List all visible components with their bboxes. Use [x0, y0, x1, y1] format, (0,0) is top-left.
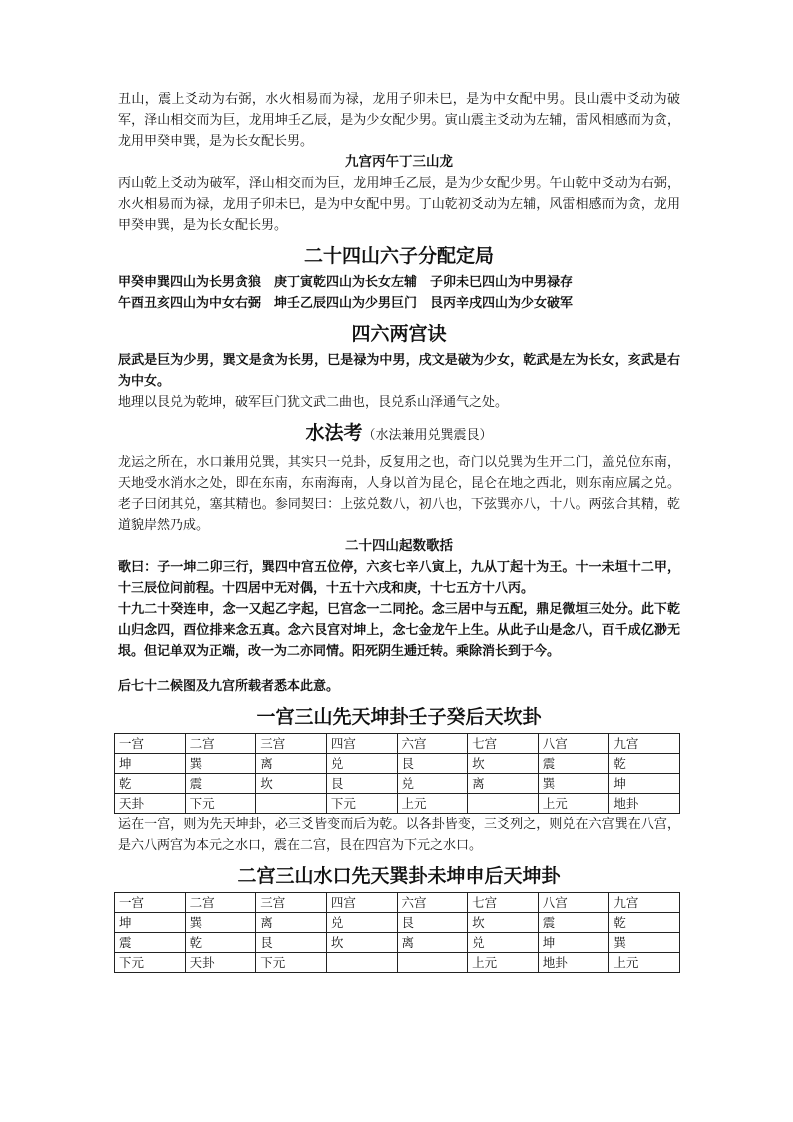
table-cell: 三宫	[256, 893, 327, 913]
table-cell: 地卦	[538, 953, 609, 973]
table-cell	[397, 953, 468, 973]
table-cell: 一宫	[115, 893, 186, 913]
table-cell: 地卦	[609, 794, 680, 814]
table-cell: 离	[397, 933, 468, 953]
table-cell: 四宫	[326, 734, 397, 754]
table-cell: 下元	[185, 794, 256, 814]
table1	[114, 733, 680, 814]
table-cell: 坤	[609, 774, 680, 794]
table-cell: 上元	[538, 794, 609, 814]
table-row	[115, 754, 680, 774]
table-cell: 巽	[185, 754, 256, 774]
table-cell: 震	[185, 774, 256, 794]
table-cell: 八宫	[538, 734, 609, 754]
section-heading-jiugong: 九宫丙午丁三山龙	[345, 154, 453, 170]
shuifa-paragraph: 龙运之所在，水口兼用兑巽，其实只一兑卦，反复用之也，奇门以兑巽为生开二门，盖兑位东南，天地受水消水之处，即在东南，东南海南，人身以首为昆仑，昆仑在地之西北，则东南应属之兑。老子曰闭其兑，塞其精也。参同契曰：上弦兑数八，初八也，下弦巽亦八，十八。两弦合其精，乾道貌岸然乃成。	[118, 455, 680, 533]
shuifa-title: 水法考	[305, 422, 363, 444]
table-cell: 六宫	[397, 893, 468, 913]
song-note: 后七十二候图及九宫所载者悉本此意。	[118, 679, 340, 694]
table-cell	[468, 794, 539, 814]
table-cell: 离	[468, 774, 539, 794]
table-cell: 巽	[538, 774, 609, 794]
table-cell: 上元	[468, 953, 539, 973]
table1-note: 运在一宫，则为先天坤卦，必三爻皆变而后为乾。以各卦皆变，三爻列之，则兑在六宫巽在八宫，是六八两宫为本元之水口，震在二宫，艮在四宫为下元之水口。	[118, 817, 680, 853]
table-cell: 震	[538, 913, 609, 933]
table-cell: 下元	[115, 953, 186, 973]
table-row	[115, 893, 680, 913]
table-cell: 兑	[326, 754, 397, 774]
table-cell: 坎	[468, 913, 539, 933]
table-cell: 六宫	[397, 734, 468, 754]
table-row	[115, 794, 680, 814]
liuzi-line-1: 甲癸申巽四山为长男贪狼 庚丁寅乾四山为长女左辅 子卯未巳四山为中男禄存	[118, 275, 574, 290]
table-cell: 下元	[326, 794, 397, 814]
table-cell: 下元	[256, 953, 327, 973]
table-cell: 九宫	[609, 893, 680, 913]
table-cell: 震	[115, 933, 186, 953]
table-cell: 坤	[538, 933, 609, 953]
table-cell: 上元	[609, 953, 680, 973]
table-cell: 艮	[397, 754, 468, 774]
spacer	[118, 662, 680, 676]
table-cell: 八宫	[538, 893, 609, 913]
table-cell: 乾	[185, 933, 256, 953]
table2-heading: 二宫三山水口先天巽卦未坤申后天坤卦	[237, 865, 561, 887]
table-cell: 坤	[115, 754, 186, 774]
table-cell: 巽	[185, 913, 256, 933]
table-cell	[326, 953, 397, 973]
table-cell: 天卦	[185, 953, 256, 973]
table-cell: 七宫	[468, 893, 539, 913]
table-cell: 艮	[326, 774, 397, 794]
siliu-bold-paragraph: 辰武是巨为少男，巽文是贪为长男，巳是禄为中男，戌文是破为少女，乾武是左为长女，亥武是右为中女。	[118, 353, 680, 389]
song-heading: 二十四山起数歌括	[345, 538, 453, 554]
table-cell: 七宫	[468, 734, 539, 754]
shuifa-subtitle: （水法兼用兑巽震艮）	[362, 428, 493, 443]
document-content	[118, 89, 680, 973]
table-cell: 四宫	[326, 893, 397, 913]
table-cell: 天卦	[115, 794, 186, 814]
table-cell: 三宫	[256, 734, 327, 754]
table-cell: 坎	[468, 754, 539, 774]
section-heading-liuzi: 二十四山六子分配定局	[303, 245, 494, 267]
song-paragraph-2: 十九二十癸连申，念一又起乙字起，巳宫念一二同抡。念三居中与五配，鼎足微垣三处分。此下乾山归念四，酉位排来念五真。念六艮宫对坤上，念七金龙午上生。从此子山是念八，百千成亿渺无垠。但记单双为正端，改一为二亦同情。阳死阴生逓迁转。乘除消长到于今。	[118, 602, 680, 659]
table-cell: 一宫	[115, 734, 186, 754]
table-cell: 兑	[397, 774, 468, 794]
table1-heading: 一宫三山先天坤卦壬子癸后天坎卦	[256, 706, 542, 728]
siliu-paragraph: 地理以艮兑为乾坤，破军巨门犹文武二曲也，艮兑系山泽通气之处。	[118, 395, 509, 410]
song-paragraph-1: 歌曰：子一坤二卯三行，巽四中宫五位停，六亥七辛八寅上，九从丁起十为王。十一未垣十二甲，十三辰位问前程。十四居中无对偶，十五十六戌和庚，十七五方十八丙。	[118, 560, 680, 596]
table-cell	[256, 794, 327, 814]
table-cell: 艮	[256, 933, 327, 953]
table2	[114, 892, 680, 973]
table-cell: 巽	[609, 933, 680, 953]
section-heading-siliu: 四六两宫诀	[351, 323, 447, 345]
table-cell: 乾	[609, 754, 680, 774]
table-cell: 上元	[397, 794, 468, 814]
table-cell: 二宫	[185, 893, 256, 913]
table-row	[115, 953, 680, 973]
table-cell: 艮	[397, 913, 468, 933]
table-cell: 坤	[115, 913, 186, 933]
table-row	[115, 913, 680, 933]
table-cell: 兑	[326, 913, 397, 933]
table-cell: 震	[538, 754, 609, 774]
table-cell: 离	[256, 913, 327, 933]
table-cell: 乾	[115, 774, 186, 794]
table-cell: 坎	[326, 933, 397, 953]
section-heading-shuifa	[118, 419, 680, 450]
table-row	[115, 734, 680, 754]
table-cell: 离	[256, 754, 327, 774]
table-cell: 九宫	[609, 734, 680, 754]
table-cell: 乾	[609, 913, 680, 933]
table-cell: 兑	[468, 933, 539, 953]
intro-paragraph: 丑山，震上爻动为右弼，水火相易而为禄，龙用子卯未巳，是为中女配中男。艮山震中爻动为破军，泽山相交而为巨，龙用坤壬乙辰，是为少女配少男。寅山震主爻动为左辅，雷风相感而为贪，龙用甲癸申巽，是为长女配长男。	[118, 92, 680, 149]
section-paragraph-jiugong: 丙山乾上爻动为破军，泽山相交而为巨，龙用坤壬乙辰，是为少女配少男。午山乾中爻动为右弼，水火相易而为禄，龙用子卯未巳，是为中女配中男。丁山乾初爻动为左辅，风雷相感而为贪，龙用甲癸申巽，是为长女配长男。	[118, 176, 680, 233]
liuzi-line-2: 午酉丑亥四山为中女右弼 坤壬乙辰四山为少男巨门 艮丙辛戌四山为少女破军	[118, 296, 574, 311]
table-cell: 坎	[256, 774, 327, 794]
table-cell: 二宫	[185, 734, 256, 754]
table-row	[115, 933, 680, 953]
table-row	[115, 774, 680, 794]
